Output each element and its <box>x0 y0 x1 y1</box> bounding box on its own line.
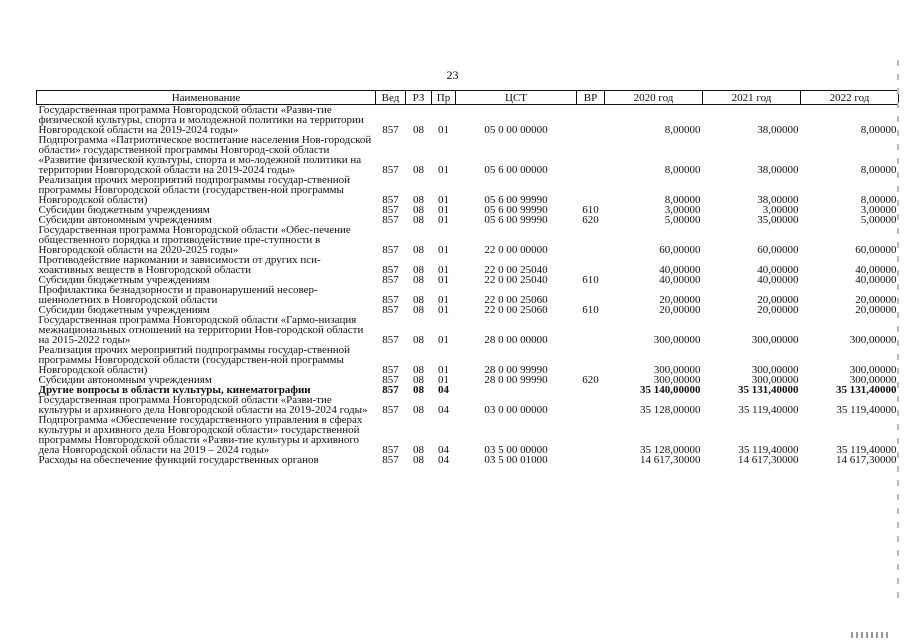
cell-vr <box>577 175 605 205</box>
table-row <box>37 285 899 305</box>
cell-2020: 40,00000 <box>659 264 701 276</box>
cell-rz: 08 <box>413 214 424 226</box>
table-row <box>37 395 899 415</box>
cell-2021: 38,00000 <box>757 164 799 176</box>
cell-ved: 857 <box>382 454 399 466</box>
cell-2021: 14 617,30000 <box>738 454 799 466</box>
cell-2022: 20,00000 <box>855 294 897 306</box>
scan-bottom-marks <box>851 632 891 638</box>
cell-ved: 857 <box>382 164 399 176</box>
cell-pr: 01 <box>438 194 449 206</box>
cell-name: Государственная программа Новгородской области «Разви-тие культуры и архивного дела Новгородской области на 2019-2024 годы» <box>38 394 368 416</box>
cell-rz: 08 <box>413 274 424 286</box>
cell-rz: 08 <box>413 304 424 316</box>
cell-2020: 14 617,30000 <box>640 454 701 466</box>
cell-2020: 20,00000 <box>659 294 701 306</box>
cell-name: Профилактика безнадзорности и правонарушений несовер-шеннолетних в Новгородской области <box>38 284 318 306</box>
cell-2022: 35 119,40000 <box>836 404 897 416</box>
cell-2021: 35,00000 <box>757 214 799 226</box>
cell-rz: 08 <box>413 404 424 416</box>
cell-2022: 8,00000 <box>860 164 897 176</box>
cell-2022: 8,00000 <box>860 124 897 136</box>
cell-name: Подпрограмма «Обеспечение государственного управления в сферах культуры и архивного дела Новгородской области» государственной программы Новгородской области «Разви-тие культуры и архивного дела Новгородской области на 2019 – 2024 годы» <box>38 414 363 456</box>
cell-2021: 20,00000 <box>757 304 799 316</box>
cell-2020: 5,00000 <box>664 214 701 226</box>
cell-rz: 08 <box>413 124 424 136</box>
cell-2020: 40,00000 <box>659 274 701 286</box>
cell-2020: 300,00000 <box>653 374 701 386</box>
cell-ved: 857 <box>382 384 399 396</box>
cell-pr: 01 <box>438 244 449 256</box>
scan-edge-marks <box>897 60 899 600</box>
cell-vr <box>577 105 605 136</box>
header-2021: 2021 год <box>703 91 801 105</box>
cell-ved: 857 <box>382 194 399 206</box>
cell-cst: 28 0 00 00000 <box>484 334 548 346</box>
cell-2020: 3,00000 <box>664 204 701 216</box>
cell-2021: 35 119,40000 <box>738 444 799 456</box>
cell-vr <box>577 415 605 455</box>
cell-cst: 05 6 00 00000 <box>484 164 548 176</box>
header-cst: ЦСТ <box>456 91 577 105</box>
cell-vr: 610 <box>582 204 599 216</box>
header-rz: РЗ <box>406 91 432 105</box>
cell-2020: 35 128,00000 <box>640 444 701 456</box>
cell-name: Реализация прочих мероприятий подпрограммы государ-ственной программы Новгородской области (государствен-ной программы Новгородской области) <box>38 344 351 376</box>
cell-vr <box>577 385 605 395</box>
table-row <box>37 415 899 455</box>
cell-name: Субсидии бюджетным учреждениям <box>38 274 210 286</box>
cell-pr: 01 <box>438 304 449 316</box>
header-name: Наименование <box>37 91 376 105</box>
cell-2022: 40,00000 <box>855 264 897 276</box>
cell-pr: 01 <box>438 204 449 216</box>
cell-2021: 3,00000 <box>762 204 799 216</box>
cell-cst: 03 0 00 00000 <box>484 404 548 416</box>
cell-2021: 60,00000 <box>757 244 799 256</box>
cell-rz: 08 <box>413 204 424 216</box>
header-pr: Пр <box>432 91 456 105</box>
cell-rz: 08 <box>413 374 424 386</box>
cell-vr <box>577 135 605 175</box>
cell-cst: 22 0 00 25040 <box>484 274 548 286</box>
cell-2021: 38,00000 <box>757 124 799 136</box>
page-number: 23 <box>446 68 459 82</box>
cell-rz: 08 <box>413 164 424 176</box>
table-row <box>37 105 899 136</box>
cell-rz: 08 <box>413 444 424 456</box>
cell-2020: 300,00000 <box>653 364 701 376</box>
cell-2020: 20,00000 <box>659 304 701 316</box>
cell-cst: 22 0 00 25060 <box>484 304 548 316</box>
cell-pr: 01 <box>438 124 449 136</box>
cell-rz: 08 <box>413 334 424 346</box>
cell-2021: 35 131,40000 <box>738 384 799 396</box>
cell-2020: 8,00000 <box>664 194 701 206</box>
cell-vr <box>577 455 605 465</box>
cell-2020: 8,00000 <box>664 124 701 136</box>
cell-rz: 08 <box>413 194 424 206</box>
cell-cst: 22 0 00 25060 <box>484 294 548 306</box>
cell-pr: 04 <box>438 454 449 466</box>
cell-vr: 610 <box>582 304 599 316</box>
cell-vr <box>577 345 605 375</box>
cell-pr: 01 <box>438 164 449 176</box>
cell-2021: 20,00000 <box>757 294 799 306</box>
cell-rz: 08 <box>413 364 424 376</box>
cell-name: Противодействие наркомании и зависимости от других пси-хоактивных веществ в Новгородской области <box>38 254 321 276</box>
cell-2022: 3,00000 <box>860 204 897 216</box>
cell-pr: 01 <box>438 334 449 346</box>
cell-vr <box>577 285 605 305</box>
cell-rz: 08 <box>413 294 424 306</box>
cell-rz: 08 <box>413 244 424 256</box>
cell-2022: 300,00000 <box>849 374 897 386</box>
header-ved: Вед <box>376 91 406 105</box>
cell-ved: 857 <box>382 274 399 286</box>
cell-ved: 857 <box>382 404 399 416</box>
cell-2022: 35 131,40000 <box>836 384 897 396</box>
cell-name: Государственная программа Новгородской области «Гармо-низация межнациональных отношений на территории Нов-городской области на 2015-2022 годы» <box>38 314 364 346</box>
cell-pr: 01 <box>438 214 449 226</box>
cell-2022: 40,00000 <box>855 274 897 286</box>
cell-cst: 05 0 00 00000 <box>484 124 548 136</box>
cell-vr <box>577 395 605 415</box>
cell-2022: 14 617,30000 <box>836 454 897 466</box>
cell-2021: 300,00000 <box>751 374 799 386</box>
cell-name: Расходы на обеспечение функций государственных органов <box>38 454 319 466</box>
cell-name: Подпрограмма «Патриотическое воспитание населения Нов-городской области» государственной программы Новгород-ской области «Развитие физической культуры, спорта и мо-лодежной политики на территории Новгородской области на 2019-2024 годы» <box>38 134 372 176</box>
cell-name: Субсидии бюджетным учреждениям <box>38 204 210 216</box>
cell-name: Государственная программа Новгородской области «Разви-тие физической культуры, спорта и молодежной политики на территории Новгородской области на 2019-2024 годы» <box>38 104 364 136</box>
cell-vr: 620 <box>582 374 599 386</box>
table-row <box>37 255 899 275</box>
table-body <box>37 105 899 466</box>
cell-name: Реализация прочих мероприятий подпрограммы государ-ственной программы Новгородской области (государствен-ной программы Новгородской области) <box>38 174 351 206</box>
cell-cst: 03 5 00 00000 <box>484 444 548 456</box>
cell-2022: 8,00000 <box>860 194 897 206</box>
cell-cst: 22 0 00 00000 <box>484 244 548 256</box>
cell-ved: 857 <box>382 214 399 226</box>
cell-vr <box>577 255 605 275</box>
cell-2022: 60,00000 <box>855 244 897 256</box>
cell-ved: 857 <box>382 124 399 136</box>
cell-ved: 857 <box>382 364 399 376</box>
cell-2020: 300,00000 <box>653 334 701 346</box>
cell-2022: 35 119,40000 <box>836 444 897 456</box>
cell-2021: 300,00000 <box>751 364 799 376</box>
table-row <box>37 315 899 345</box>
cell-vr: 620 <box>582 214 599 226</box>
cell-rz: 08 <box>413 264 424 276</box>
cell-ved: 857 <box>382 294 399 306</box>
cell-name: Субсидии автономным учреждениям <box>38 374 212 386</box>
cell-cst <box>456 385 577 395</box>
cell-name: Другие вопросы в области культуры, кинематографии <box>38 384 311 396</box>
cell-cst: 28 0 00 99990 <box>484 374 548 386</box>
cell-pr: 01 <box>438 264 449 276</box>
cell-pr: 01 <box>438 274 449 286</box>
cell-2020: 35 128,00000 <box>640 404 701 416</box>
cell-ved: 857 <box>382 334 399 346</box>
cell-2021: 40,00000 <box>757 274 799 286</box>
cell-2022: 5,00000 <box>860 214 897 226</box>
header-2020: 2020 год <box>605 91 703 105</box>
cell-ved: 857 <box>382 264 399 276</box>
cell-name: Субсидии автономным учреждениям <box>38 214 212 226</box>
cell-2021: 300,00000 <box>751 334 799 346</box>
cell-cst: 28 0 00 99990 <box>484 364 548 376</box>
header-2022: 2022 год <box>801 91 899 105</box>
cell-pr: 04 <box>438 444 449 456</box>
cell-cst: 05 6 00 99990 <box>484 194 548 206</box>
cell-vr: 610 <box>582 274 599 286</box>
cell-ved: 857 <box>382 444 399 456</box>
cell-pr: 01 <box>438 374 449 386</box>
cell-rz: 08 <box>413 384 424 396</box>
cell-pr: 04 <box>438 384 449 396</box>
cell-vr <box>577 315 605 345</box>
table-row <box>37 175 899 205</box>
table-row <box>37 225 899 255</box>
table-header-row <box>37 91 899 105</box>
cell-cst: 03 5 00 01000 <box>484 454 548 466</box>
cell-2020: 35 140,00000 <box>640 384 701 396</box>
cell-2022: 20,00000 <box>855 304 897 316</box>
cell-2021: 35 119,40000 <box>738 404 799 416</box>
cell-pr: 01 <box>438 364 449 376</box>
header-vr: ВР <box>577 91 605 105</box>
cell-name: Государственная программа Новгородской области «Обес-печение общественного порядка и противодействие пре-ступности в Новгородской области на 2020-2025 годы» <box>38 224 351 256</box>
cell-2020: 8,00000 <box>664 164 701 176</box>
cell-2021: 38,00000 <box>757 194 799 206</box>
table-row <box>37 455 899 465</box>
cell-2020: 60,00000 <box>659 244 701 256</box>
cell-name: Субсидии бюджетным учреждениям <box>38 304 210 316</box>
cell-ved: 857 <box>382 374 399 386</box>
cell-ved: 857 <box>382 204 399 216</box>
cell-cst: 05 6 00 99990 <box>484 214 548 226</box>
cell-2022: 300,00000 <box>849 364 897 376</box>
table-row <box>37 135 899 175</box>
cell-vr <box>577 225 605 255</box>
cell-2021: 40,00000 <box>757 264 799 276</box>
cell-ved: 857 <box>382 304 399 316</box>
cell-cst: 05 6 00 99990 <box>484 204 548 216</box>
table-row <box>37 345 899 375</box>
cell-ved: 857 <box>382 244 399 256</box>
cell-cst: 22 0 00 25040 <box>484 264 548 276</box>
cell-pr: 01 <box>438 294 449 306</box>
budget-table <box>36 90 899 465</box>
cell-2022: 300,00000 <box>849 334 897 346</box>
cell-rz: 08 <box>413 454 424 466</box>
cell-pr: 04 <box>438 404 449 416</box>
